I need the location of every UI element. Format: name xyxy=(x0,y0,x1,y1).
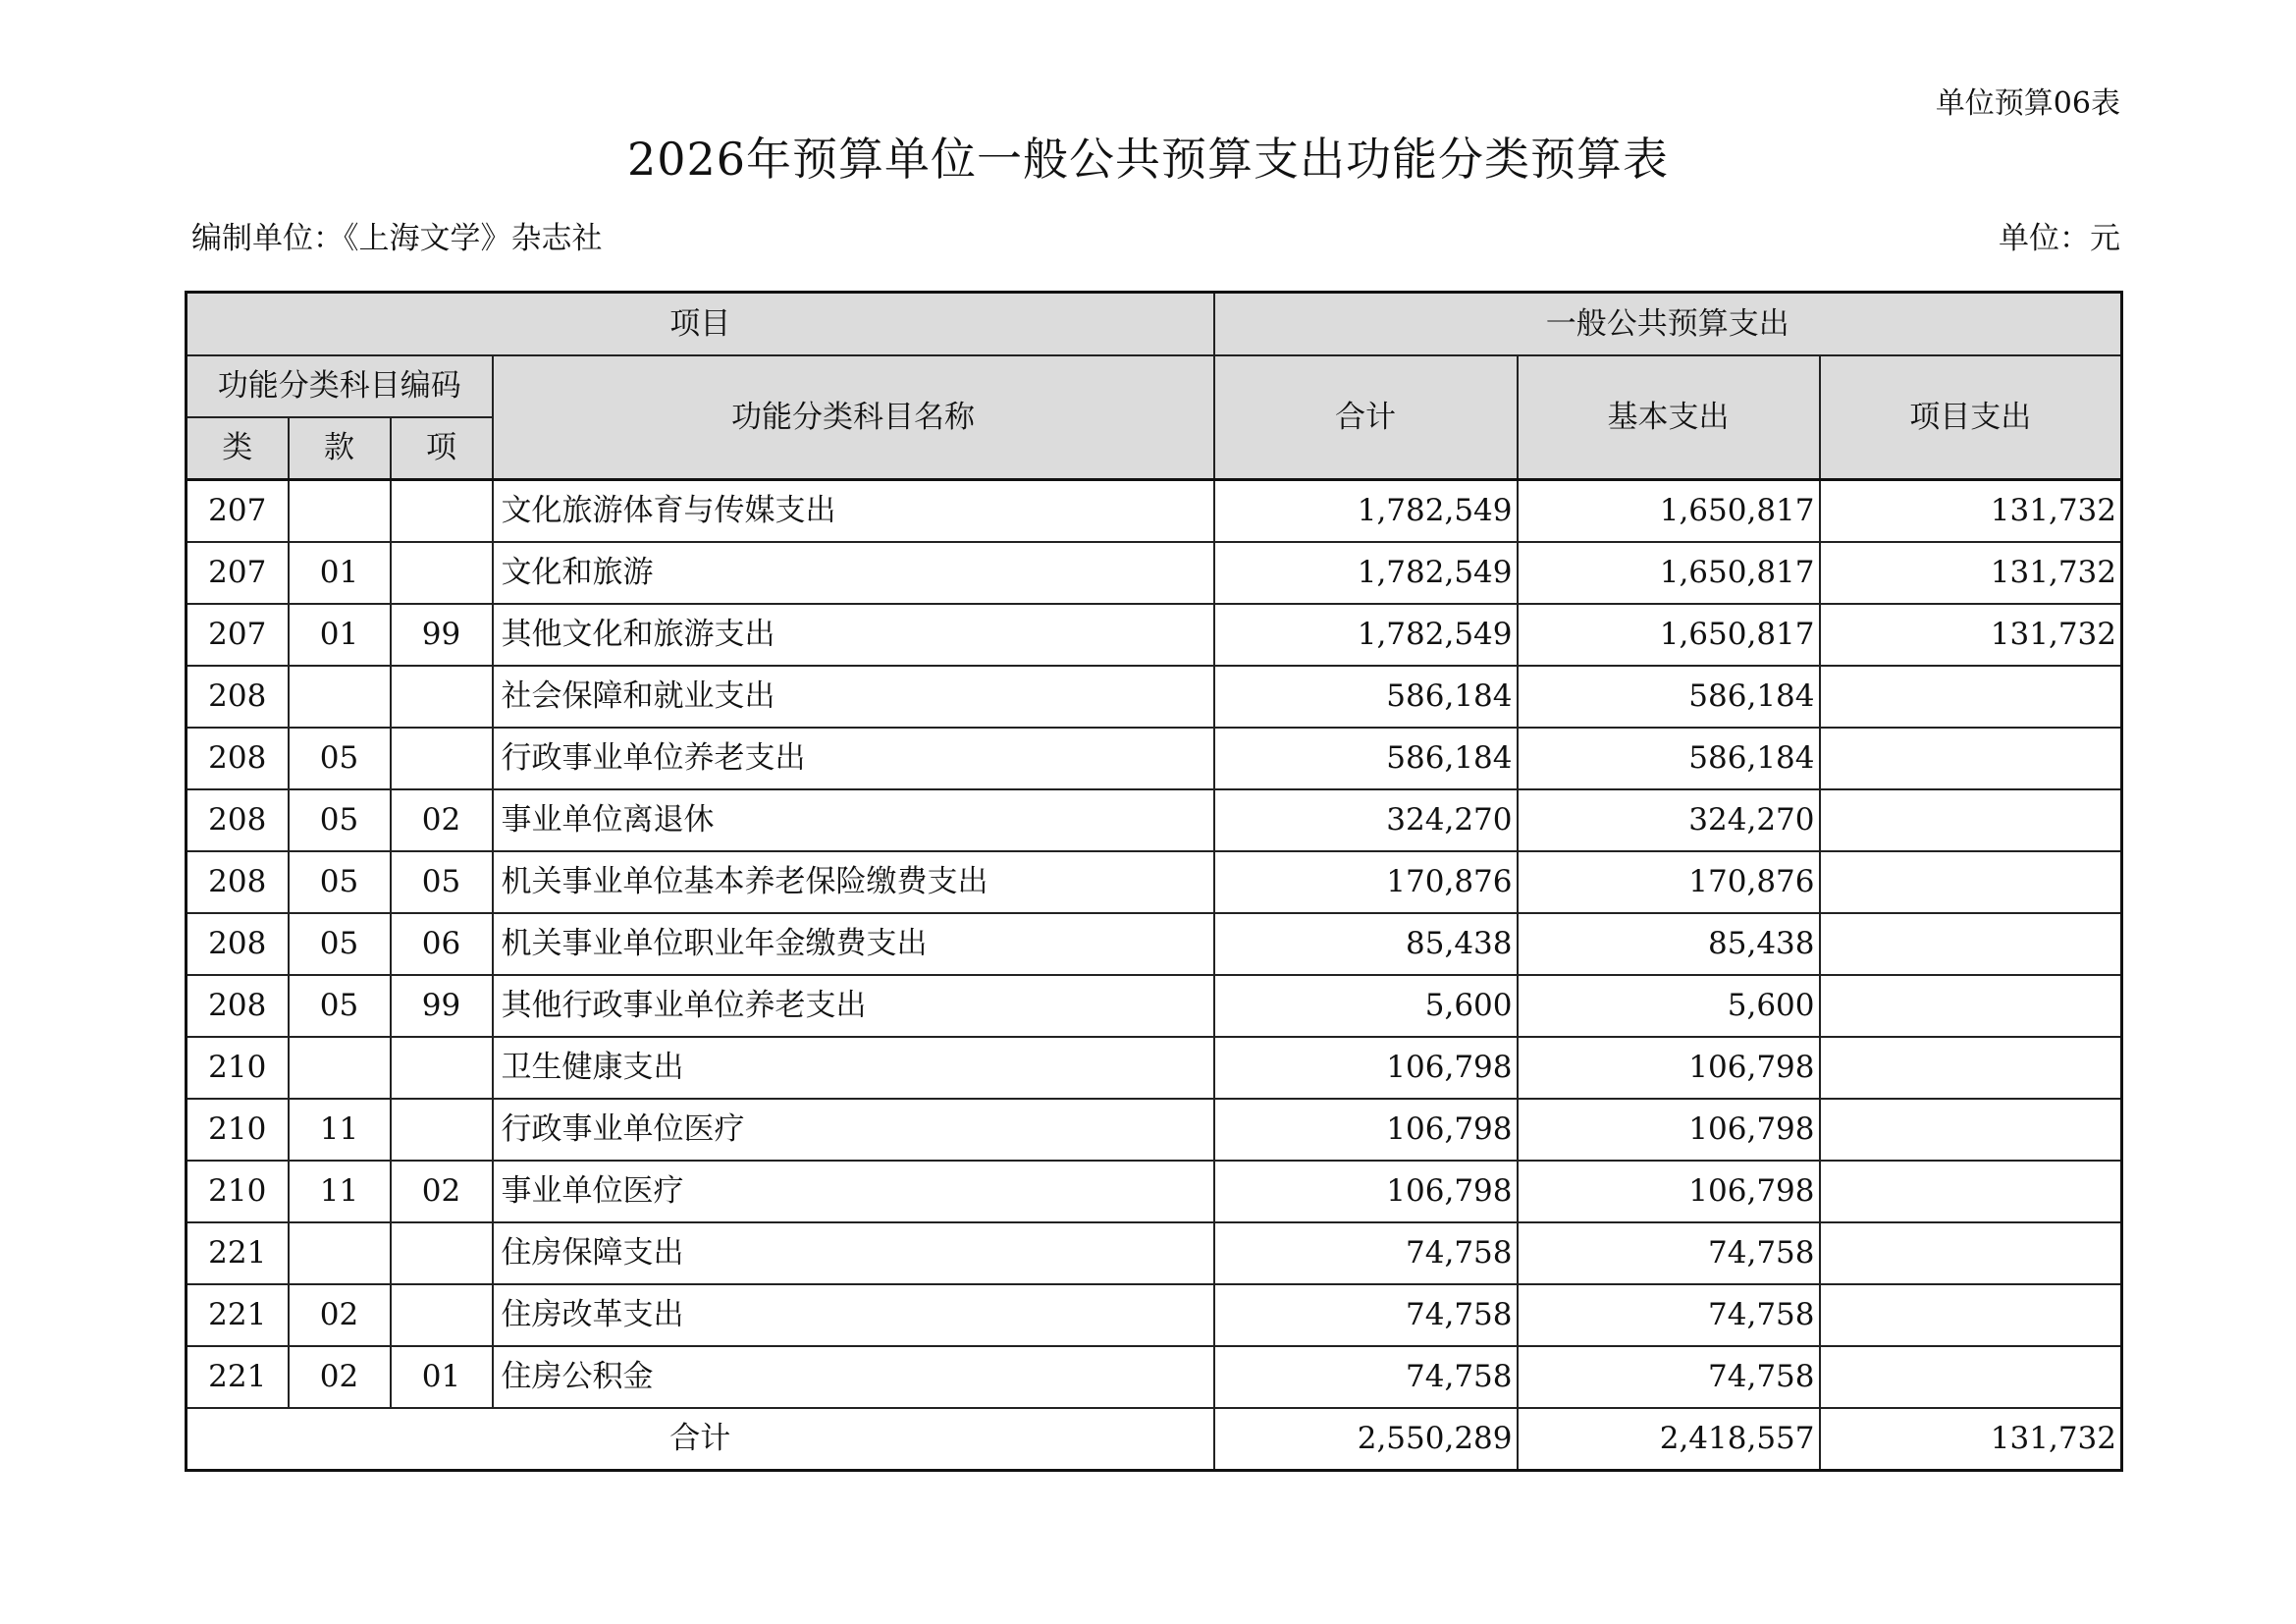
cell-name: 住房保障支出 xyxy=(493,1222,1214,1284)
cell-kuan: 05 xyxy=(289,728,391,789)
table-row xyxy=(187,789,2122,851)
cell-cat: 210 xyxy=(187,1037,289,1099)
total-sum: 2,550,289 xyxy=(1214,1408,1518,1471)
cell-basic: 324,270 xyxy=(1518,789,1820,851)
cell-total: 74,758 xyxy=(1214,1222,1518,1284)
cell-xiang xyxy=(391,666,493,728)
table-row xyxy=(187,851,2122,913)
cell-total: 74,758 xyxy=(1214,1346,1518,1408)
page-title: 2026年预算单位一般公共预算支出功能分类预算表 xyxy=(626,133,1670,186)
total-basic: 2,418,557 xyxy=(1518,1408,1820,1471)
cell-name: 卫生健康支出 xyxy=(493,1037,1214,1099)
cell-xiang xyxy=(391,1222,493,1284)
cell-name: 机关事业单位基本养老保险缴费支出 xyxy=(493,851,1214,913)
cell-name: 文化旅游体育与传媒支出 xyxy=(493,480,1214,543)
cell-kuan: 01 xyxy=(289,604,391,666)
cell-xiang: 06 xyxy=(391,913,493,975)
cell-total: 106,798 xyxy=(1214,1161,1518,1222)
cell-total: 85,438 xyxy=(1214,913,1518,975)
cell-name: 行政事业单位医疗 xyxy=(493,1099,1214,1161)
table-row xyxy=(187,666,2122,728)
cell-project xyxy=(1820,1222,2122,1284)
cell-kuan xyxy=(289,666,391,728)
cell-xiang xyxy=(391,542,493,604)
cell-kuan: 05 xyxy=(289,913,391,975)
cell-name: 文化和旅游 xyxy=(493,542,1214,604)
cell-xiang: 99 xyxy=(391,604,493,666)
table-row xyxy=(187,975,2122,1037)
table-body xyxy=(187,480,2122,1471)
total-project: 131,732 xyxy=(1820,1408,2122,1471)
cell-project xyxy=(1820,975,2122,1037)
cell-name: 机关事业单位职业年金缴费支出 xyxy=(493,913,1214,975)
table-row xyxy=(187,480,2122,543)
cell-total: 106,798 xyxy=(1214,1037,1518,1099)
cell-kuan: 05 xyxy=(289,851,391,913)
table-header xyxy=(187,293,2122,480)
cell-project: 131,732 xyxy=(1820,604,2122,666)
cell-kuan: 05 xyxy=(289,975,391,1037)
cell-xiang xyxy=(391,728,493,789)
cell-cat: 221 xyxy=(187,1284,289,1346)
cell-total: 586,184 xyxy=(1214,728,1518,789)
cell-basic: 106,798 xyxy=(1518,1099,1820,1161)
cell-xiang: 01 xyxy=(391,1346,493,1408)
cell-total: 1,782,549 xyxy=(1214,542,1518,604)
cell-name: 行政事业单位养老支出 xyxy=(493,728,1214,789)
cell-kuan: 02 xyxy=(289,1346,391,1408)
cell-name: 事业单位离退休 xyxy=(493,789,1214,851)
cell-cat: 208 xyxy=(187,913,289,975)
header-basic: 基本支出 xyxy=(1518,355,1820,480)
cell-project: 131,732 xyxy=(1820,542,2122,604)
cell-total: 586,184 xyxy=(1214,666,1518,728)
cell-kuan: 11 xyxy=(289,1099,391,1161)
cell-cat: 210 xyxy=(187,1099,289,1161)
cell-cat: 208 xyxy=(187,975,289,1037)
cell-basic: 586,184 xyxy=(1518,666,1820,728)
header-row-middle xyxy=(187,355,2122,417)
cell-cat: 208 xyxy=(187,851,289,913)
cell-basic: 1,650,817 xyxy=(1518,604,1820,666)
table-row xyxy=(187,1161,2122,1222)
cell-basic: 170,876 xyxy=(1518,851,1820,913)
cell-cat: 207 xyxy=(187,604,289,666)
cell-basic: 5,600 xyxy=(1518,975,1820,1037)
cell-cat: 207 xyxy=(187,542,289,604)
table-row xyxy=(187,1037,2122,1099)
table-row xyxy=(187,604,2122,666)
table-row xyxy=(187,728,2122,789)
header-code-group: 功能分类科目编码 xyxy=(187,355,493,417)
table-row xyxy=(187,1346,2122,1408)
cell-xiang xyxy=(391,480,493,543)
table-row xyxy=(187,1284,2122,1346)
cell-basic: 106,798 xyxy=(1518,1037,1820,1099)
total-row xyxy=(187,1408,2122,1471)
cell-total: 170,876 xyxy=(1214,851,1518,913)
cell-project xyxy=(1820,1284,2122,1346)
cell-kuan: 05 xyxy=(289,789,391,851)
cell-project xyxy=(1820,666,2122,728)
cell-kuan xyxy=(289,1037,391,1099)
cell-basic: 74,758 xyxy=(1518,1284,1820,1346)
cell-basic: 74,758 xyxy=(1518,1346,1820,1408)
cell-name: 事业单位医疗 xyxy=(493,1161,1214,1222)
cell-kuan xyxy=(289,480,391,543)
header-xiang: 项 xyxy=(391,417,493,480)
cell-cat: 210 xyxy=(187,1161,289,1222)
cell-basic: 586,184 xyxy=(1518,728,1820,789)
cell-name: 住房公积金 xyxy=(493,1346,1214,1408)
table-row xyxy=(187,913,2122,975)
header-expense-group: 一般公共预算支出 xyxy=(1214,293,2122,356)
cell-total: 324,270 xyxy=(1214,789,1518,851)
cell-project xyxy=(1820,1161,2122,1222)
cell-total: 106,798 xyxy=(1214,1099,1518,1161)
budget-table xyxy=(185,291,2123,1472)
cell-cat: 221 xyxy=(187,1346,289,1408)
cell-basic: 85,438 xyxy=(1518,913,1820,975)
currency-unit: 单位：元 xyxy=(1999,221,2120,256)
cell-project: 131,732 xyxy=(1820,480,2122,543)
cell-kuan: 11 xyxy=(289,1161,391,1222)
cell-name: 社会保障和就业支出 xyxy=(493,666,1214,728)
table-row xyxy=(187,1099,2122,1161)
cell-total: 1,782,549 xyxy=(1214,480,1518,543)
header-item: 项目 xyxy=(187,293,1214,356)
cell-name: 其他行政事业单位养老支出 xyxy=(493,975,1214,1037)
total-label: 合计 xyxy=(187,1408,1214,1471)
cell-basic: 1,650,817 xyxy=(1518,542,1820,604)
header-kuan: 款 xyxy=(289,417,391,480)
cell-project xyxy=(1820,1099,2122,1161)
compiling-unit: 编制单位：《上海文学》杂志社 xyxy=(191,221,603,256)
cell-cat: 207 xyxy=(187,480,289,543)
cell-project xyxy=(1820,913,2122,975)
cell-cat: 221 xyxy=(187,1222,289,1284)
cell-basic: 106,798 xyxy=(1518,1161,1820,1222)
cell-xiang xyxy=(391,1037,493,1099)
cell-kuan: 02 xyxy=(289,1284,391,1346)
header-cat: 类 xyxy=(187,417,289,480)
cell-project xyxy=(1820,1346,2122,1408)
cell-cat: 208 xyxy=(187,728,289,789)
header-name: 功能分类科目名称 xyxy=(493,355,1214,480)
cell-xiang xyxy=(391,1284,493,1346)
cell-xiang: 02 xyxy=(391,1161,493,1222)
cell-xiang: 02 xyxy=(391,789,493,851)
cell-name: 其他文化和旅游支出 xyxy=(493,604,1214,666)
cell-project xyxy=(1820,789,2122,851)
cell-project xyxy=(1820,1037,2122,1099)
form-number: 单位预算06表 xyxy=(1935,86,2120,121)
cell-kuan xyxy=(289,1222,391,1284)
cell-name: 住房改革支出 xyxy=(493,1284,1214,1346)
table-row xyxy=(187,1222,2122,1284)
header-total: 合计 xyxy=(1214,355,1518,480)
cell-basic: 1,650,817 xyxy=(1518,480,1820,543)
cell-xiang: 05 xyxy=(391,851,493,913)
cell-xiang: 99 xyxy=(391,975,493,1037)
cell-cat: 208 xyxy=(187,666,289,728)
cell-cat: 208 xyxy=(187,789,289,851)
cell-total: 1,782,549 xyxy=(1214,604,1518,666)
cell-project xyxy=(1820,851,2122,913)
cell-total: 5,600 xyxy=(1214,975,1518,1037)
cell-basic: 74,758 xyxy=(1518,1222,1820,1284)
cell-kuan: 01 xyxy=(289,542,391,604)
header-project: 项目支出 xyxy=(1820,355,2122,480)
cell-project xyxy=(1820,728,2122,789)
cell-total: 74,758 xyxy=(1214,1284,1518,1346)
cell-xiang xyxy=(391,1099,493,1161)
table-row xyxy=(187,542,2122,604)
header-row-top xyxy=(187,293,2122,356)
